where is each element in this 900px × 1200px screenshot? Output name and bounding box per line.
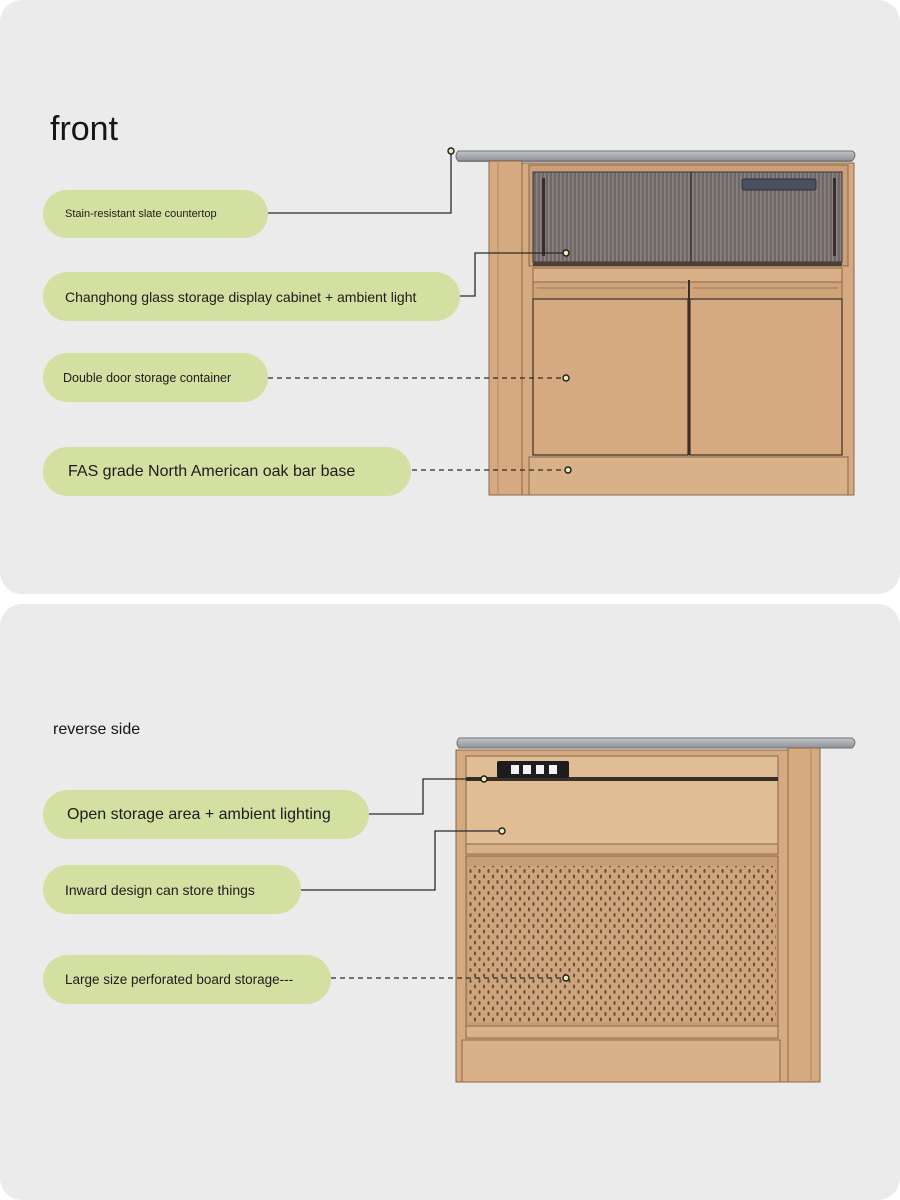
callout-slate-countertop: Stain-resistant slate countertop	[43, 190, 268, 238]
oak-bar-base	[529, 457, 848, 495]
double-door-container	[533, 280, 842, 455]
power-socket-strip	[497, 761, 569, 778]
callout-open-storage: Open storage area + ambient lighting	[43, 790, 369, 839]
callout-double-door: Double door storage container	[43, 353, 268, 402]
perforated-board	[466, 856, 778, 1038]
front-bar-leg	[489, 161, 522, 495]
callout-inward-design: Inward design can store things	[43, 865, 301, 914]
front-countertop	[456, 151, 855, 162]
front-drawer-strip	[533, 268, 842, 299]
glass-display-cabinet	[533, 172, 842, 266]
reverse-base	[462, 1040, 780, 1082]
front-panel	[0, 0, 900, 594]
reverse-title: reverse side	[53, 721, 141, 738]
callout-glass-display: Changhong glass storage display cabinet + ambient light	[43, 272, 460, 321]
reverse-countertop	[457, 738, 855, 748]
front-title: front	[50, 110, 119, 148]
callout-oak-base: FAS grade North American oak bar base	[43, 447, 411, 496]
reverse-panel	[0, 604, 900, 1200]
callout-perforated-board: Large size perforated board storage---	[43, 955, 331, 1004]
reverse-bar-leg	[788, 748, 820, 1082]
